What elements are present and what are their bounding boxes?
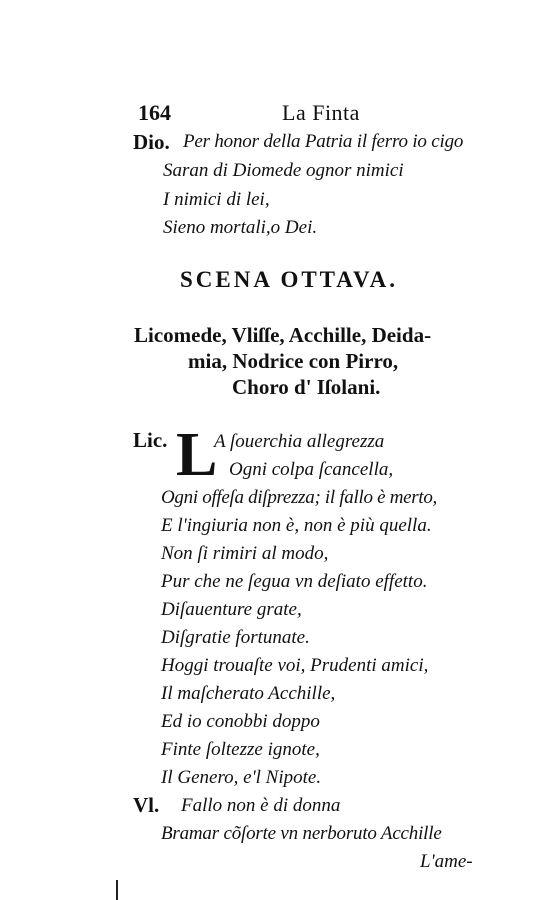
verse-line: Finte ſoltezze ignote, <box>161 739 320 760</box>
catchword: L'ame- <box>420 851 473 872</box>
speaker-label: Dio. <box>133 130 170 154</box>
verse-line: Pur che ne ſegua vn deſiato effetto. <box>161 571 428 592</box>
verse-line: Non ſi rimiri al modo, <box>161 543 329 564</box>
verse-line: E l'ingiuria non è, non è più quella. <box>161 515 432 536</box>
drop-cap: L <box>176 421 218 489</box>
running-title: La Finta <box>282 100 360 125</box>
verse-line: Diſgratie fortunate. <box>161 627 310 648</box>
verse-line: Fallo non è di donna <box>181 795 341 816</box>
verse-line: Saran di Diomede ognor nimici <box>163 160 404 181</box>
verse-line: Per honor della Patria il ferro io cigo <box>183 131 464 152</box>
verse-line: I nimici di lei, <box>163 189 270 210</box>
verse-line: Ogni colpa ſcancella, <box>229 459 394 480</box>
scene-characters-line: Choro d' Iſolani. <box>232 375 381 399</box>
scene-characters-line: mia, Nodrice con Pirro, <box>188 349 399 373</box>
verse-line: Bramar cõſorte vn nerboruto Acchille <box>161 823 442 844</box>
page-number: 164 <box>138 100 171 125</box>
verse-line: Hoggi trouaſte voi, Prudenti amici, <box>161 655 429 676</box>
verse-line: Ogni offeſa diſprezza; il fallo è merto, <box>161 487 437 508</box>
gutter-line <box>116 880 118 900</box>
speaker-label: Vl. <box>133 793 160 817</box>
verse-line: Diſauenture grate, <box>161 599 302 620</box>
speaker-label: Lic. <box>133 428 168 452</box>
scene-characters-line: Licomede, Vliſſe, Acchille, Deida- <box>134 323 432 347</box>
scene-title: SCENA OTTAVA. <box>180 267 398 292</box>
verse-line: Ed io conobbi doppo <box>161 711 320 732</box>
verse-line: A ſouerchia allegrezza <box>214 431 385 452</box>
verse-line: Il maſcherato Acchille, <box>161 683 336 704</box>
verse-line: Il Genero, e'l Nipote. <box>161 767 322 788</box>
verse-line: Sieno mortali,o Dei. <box>163 217 318 238</box>
